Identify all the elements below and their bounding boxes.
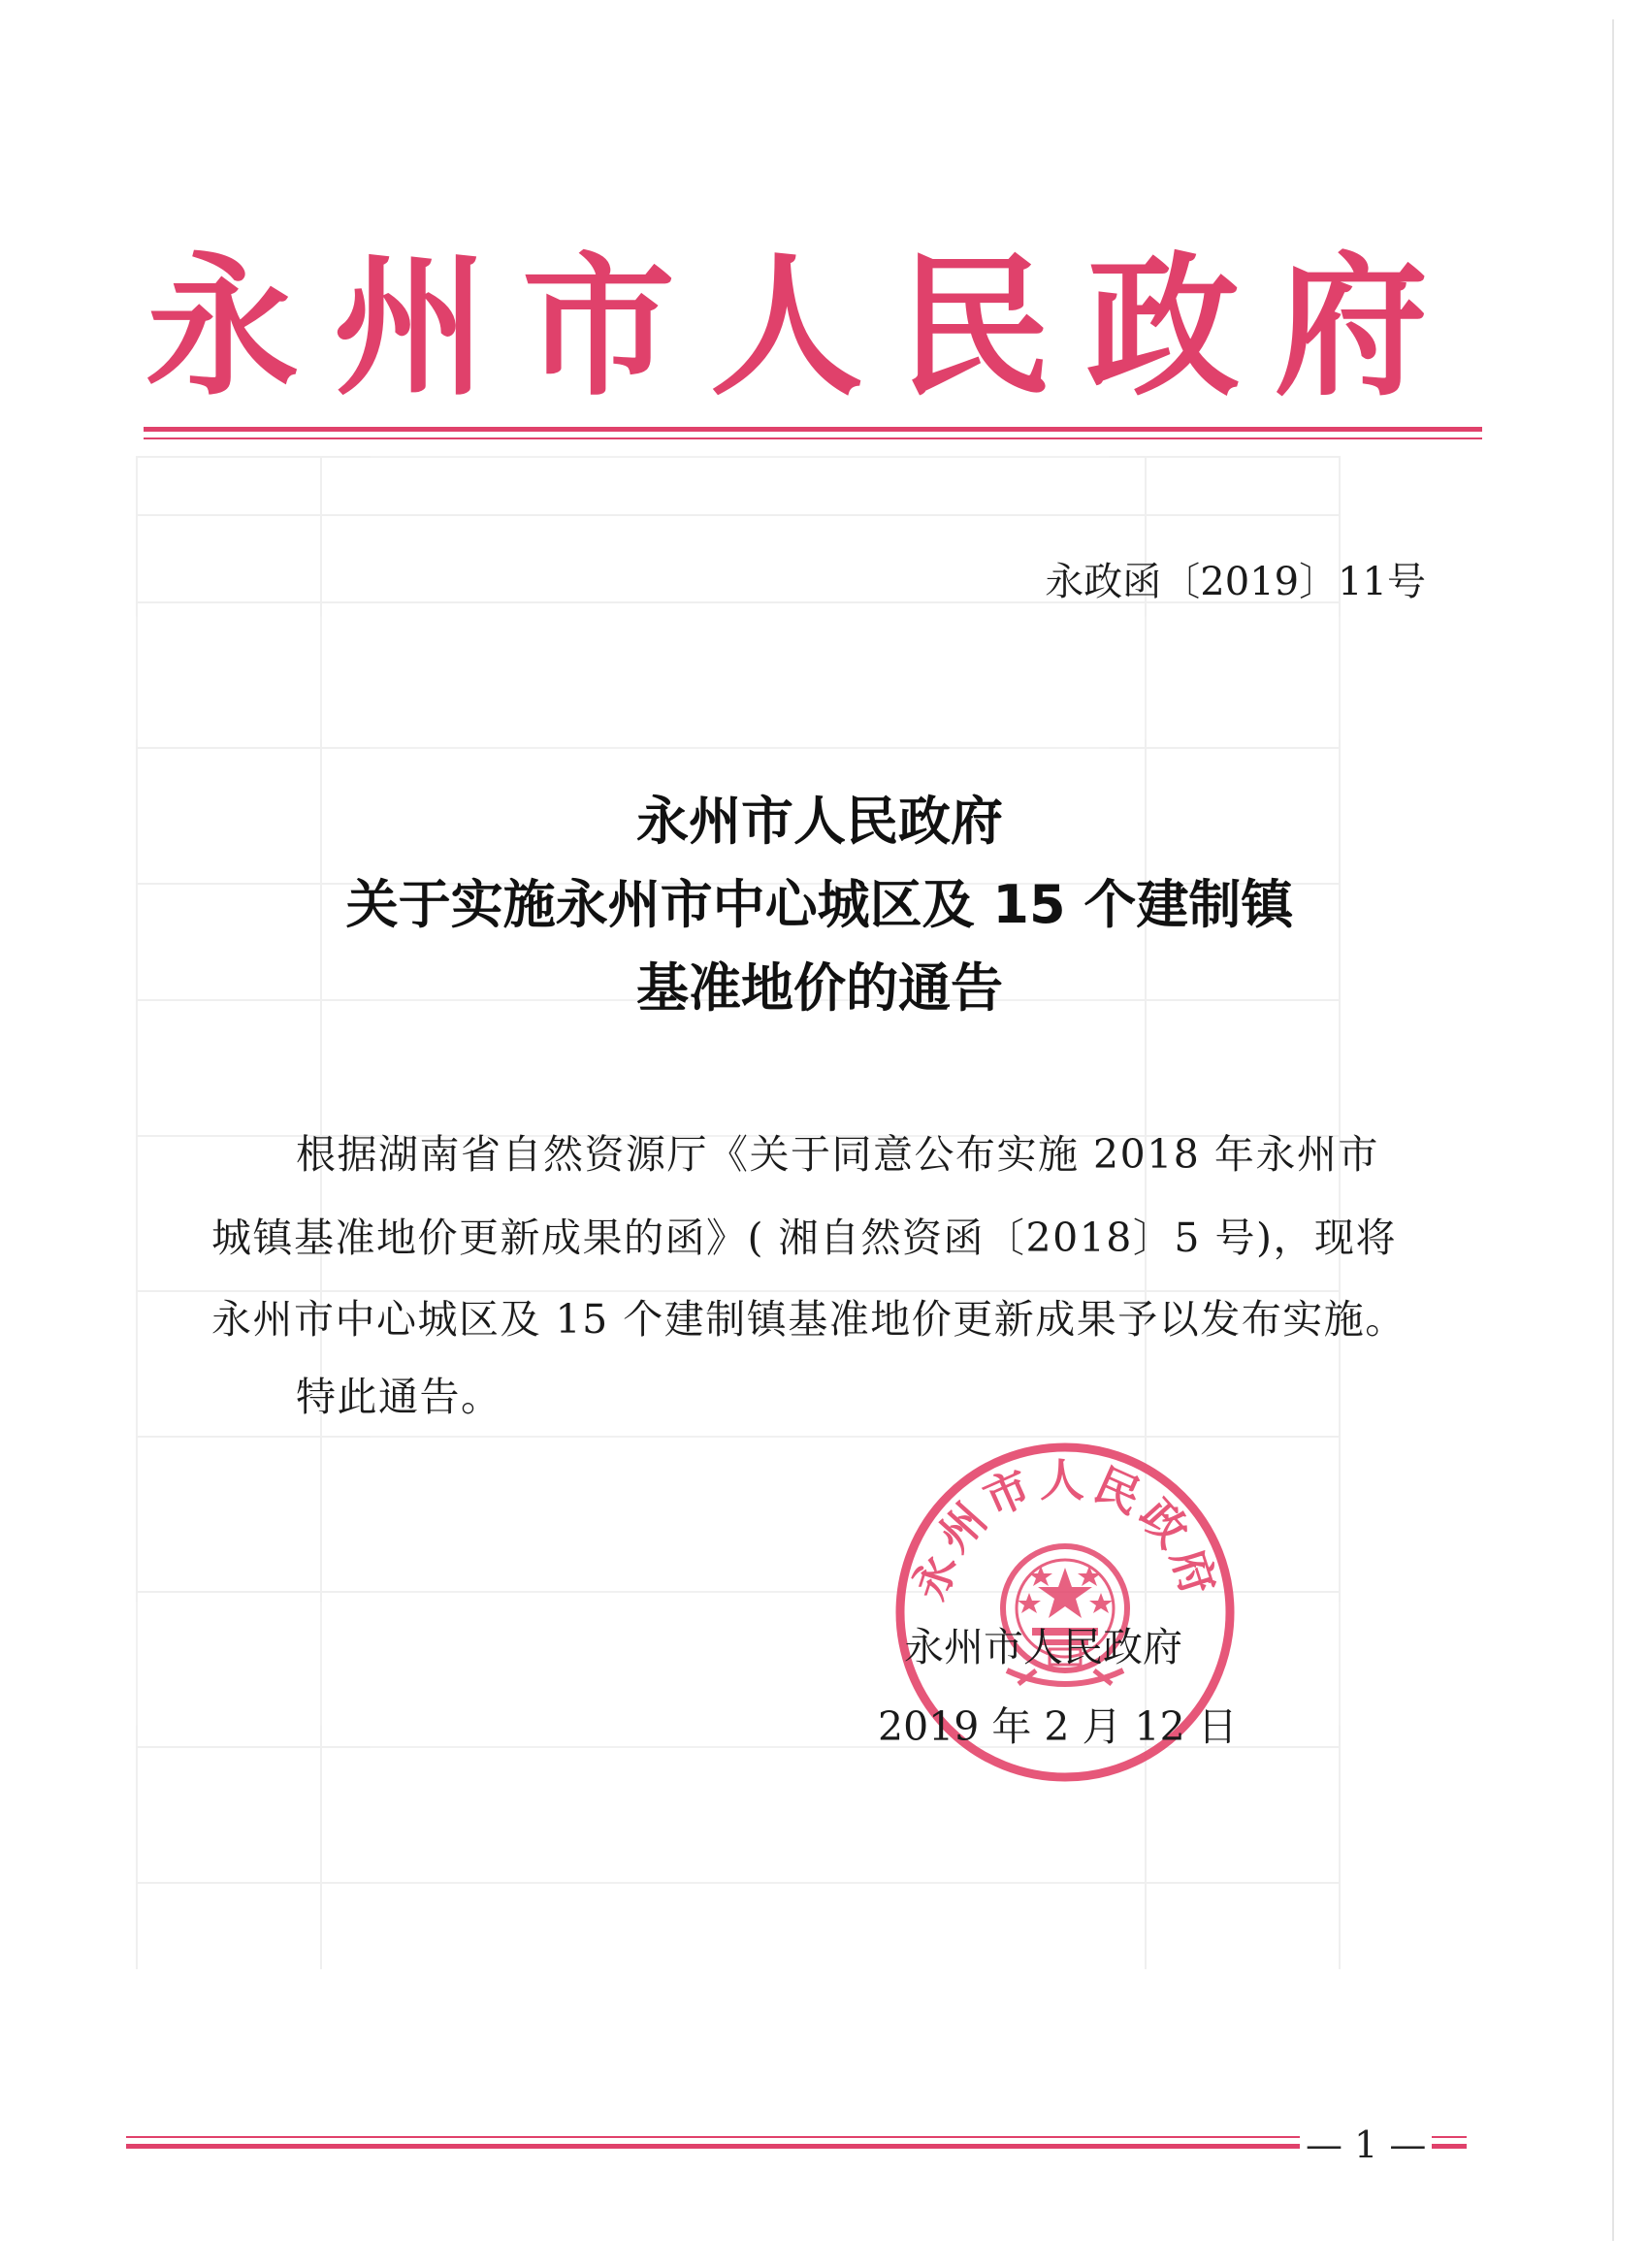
body-line-1: 根据湖南省自然资源厅《关于同意公布实施 2018 年永州市	[296, 1131, 1379, 1178]
signature-issuer: 永州市人民政府	[904, 1624, 1182, 1670]
title-line-2: 关于实施永州市中心城区及 15 个建制镇	[345, 874, 1294, 935]
signature-date: 2019 年 2 月 12 日	[878, 1703, 1238, 1750]
page-number: — 1 —	[1300, 2121, 1432, 2169]
title-line-1: 永州市人民政府	[636, 791, 1003, 852]
footer-rule-thick	[126, 2144, 1467, 2149]
masthead-rule-thick	[144, 427, 1482, 432]
title-line-3: 基准地价的通告	[636, 957, 1003, 1019]
body-line-3: 永州市中心城区及 15 个建制镇基准地价更新成果予以发布实施。	[211, 1296, 1406, 1343]
scan-edge-line	[1612, 19, 1614, 2241]
document-number: 永政函〔2019〕11号	[1045, 560, 1426, 604]
footer-rule-thin	[126, 2136, 1467, 2138]
masthead-rule-thin	[144, 437, 1482, 439]
body-closing: 特此通告。	[296, 1374, 502, 1420]
body-line-2: 城镇基准地价更新成果的函》( 湘自然资函〔2018〕5 号)，现将	[211, 1215, 1397, 1261]
masthead-title: 永州市人民政府	[146, 238, 1463, 417]
seal-text: 永州市人民政府	[903, 1453, 1227, 1606]
